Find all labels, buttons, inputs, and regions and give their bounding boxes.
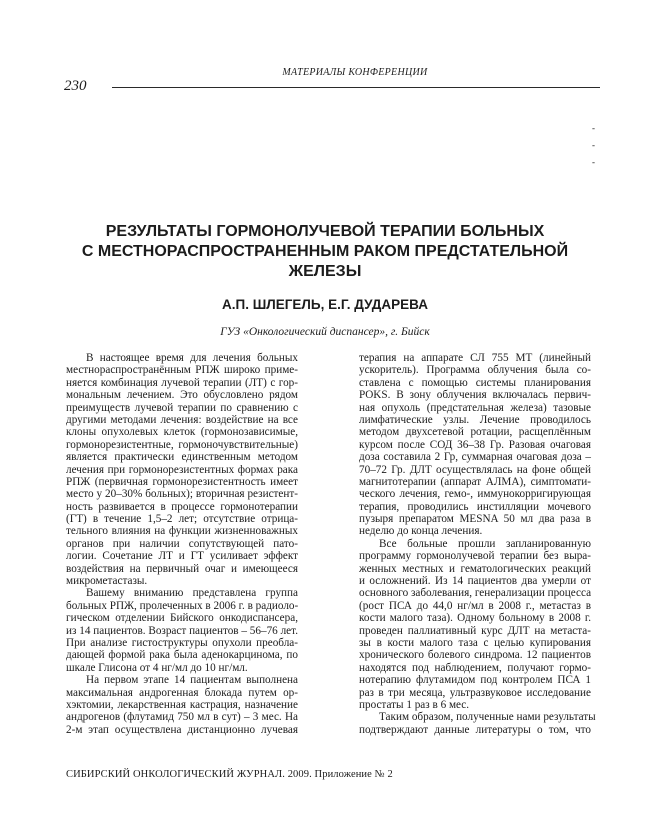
text-line: место у 20–30% больных); вторичная резистент- <box>66 488 298 501</box>
text-line: ность развивается в процессе гормонотерапии <box>66 500 298 513</box>
page-number: 230 <box>64 78 87 94</box>
text-line: программу гормонолучевой терапии без выра- <box>359 550 591 563</box>
text-line: простаты 1 раз в 6 мес. <box>359 698 470 711</box>
text-line: проведен паллиативный курс ДЛТ на метаста- <box>359 624 591 637</box>
text-line: При анализе гистоструктуры опухоли преобла- <box>66 636 298 649</box>
running-title: МАТЕРИАЛЫ КОНФЕРЕНЦИИ <box>282 67 428 78</box>
text-line: другими методами лечения: воздействие на все <box>66 413 298 426</box>
text-line: мональным лечением. Это обусловлено рядом <box>66 389 298 402</box>
text-line: микрометастазы. <box>66 575 148 588</box>
text-line: преимуществ лучевой терапии по сравнению с <box>66 401 298 414</box>
text-line: кости малого таза). Одному больному в 2008 г. <box>359 612 591 625</box>
text-line: лечения при гормонорезистентных формах рака <box>66 463 298 476</box>
text-line: нотерапию флутамидом под контролем ПСА 1 <box>359 674 591 687</box>
left-column <box>66 352 298 736</box>
margin-mark: - <box>592 157 595 167</box>
title-line: ЖЕЛЕЗЫ <box>288 263 362 280</box>
text-line: Таким образом, полученные нами результаты <box>379 711 596 724</box>
text-line: Все больные прошли запланированную <box>379 537 591 550</box>
text-line: методом двухсетевой ротации, расщеплённым <box>359 426 591 439</box>
text-line: Вашему вниманию представлена группа <box>86 587 298 600</box>
text-line: максимальная андрогенная блокада путем ор- <box>66 686 298 699</box>
text-line: тельного влияния на функции жизненноважных <box>66 525 298 538</box>
text-line: местнораспространённым РПЖ широко приме- <box>66 364 298 377</box>
text-line: ставлена с помощью системы планирования <box>359 376 591 389</box>
margin-mark: - <box>592 123 595 133</box>
text-line: подтверждают данные литературы о том, что <box>359 723 591 736</box>
text-line: пузыря препаратом MESNA 50 мл два раза в <box>359 513 591 526</box>
text-line: POKS. В зону облучения включалась первич- <box>359 389 591 402</box>
text-line: воздействия на первичный очаг и имеющееся <box>66 562 298 575</box>
text-line: курсом после СОД 36–38 Гр. Разовая очаговая <box>359 438 591 451</box>
margin-mark: - <box>592 140 595 150</box>
text-line: гическом отделении Бийского онкодиспансера, <box>66 612 298 625</box>
text-line: органов при наличии сопутствующей пато- <box>66 537 298 550</box>
title-line: С МЕСТНОРАСПРОСТРАНЕННЫМ РАКОМ ПРЕДСТАТЕЛЬНОЙ <box>81 243 569 260</box>
text-line: терапия на аппарате СЛ 755 МТ (линейный <box>359 352 591 364</box>
text-line: магнитотерапии (аппарат АЛМА), симптомати- <box>359 475 591 488</box>
text-line: лимфатические узлы. Лечение проводилось <box>359 413 591 426</box>
text-line: клоны опухолевых клеток (гормонозависимые, <box>66 426 298 439</box>
article-title <box>60 222 590 282</box>
affiliation: ГУЗ «Онкологический диспансер», г. Бийск <box>220 326 430 338</box>
text-line: ускоритель). Программа облучения была со- <box>359 364 591 377</box>
text-line: хронического болевого синдрома. 12 пациентов <box>359 649 591 662</box>
text-line: хэктомии, лекарственная кастрация, назначение <box>66 698 298 711</box>
authors: А.П. ШЛЕГЕЛЬ, Е.Г. ДУДАРЕВА <box>221 297 428 312</box>
text-line: доза составила 2 Гр, суммарная очаговая доза – <box>359 451 591 464</box>
header-rule <box>112 87 600 88</box>
text-line: няется комбинация лучевой терапии (ЛТ) с гор- <box>66 376 298 389</box>
journal-footer: СИБИРСКИЙ ОНКОЛОГИЧЕСКИЙ ЖУРНАЛ. 2009. Приложение № 2 <box>66 769 393 780</box>
text-line: больных РПЖ, пролеченных в 2006 г. в радиоло- <box>66 599 299 612</box>
text-line: В настоящее время для лечения больных <box>86 352 298 364</box>
text-line: из 14 пациентов. Возраст пациентов – 56–76 лет. <box>66 624 298 637</box>
text-line: дающей формой рака была аденокарцинома, по <box>66 649 298 662</box>
text-line: основного заболевания, генерализации процесса <box>359 587 592 600</box>
text-line: раз в три месяца, ультразвуковое исследование <box>359 686 591 699</box>
text-line: 2-м этап осуществлена дистанционно лучевая <box>66 723 298 736</box>
text-line: (рост ПСА до 44,0 нг/мл в 2008 г., метастаз в <box>359 599 591 612</box>
text-line: РПЖ (первичная гормонорезистентность имеет <box>66 475 298 488</box>
text-line: андрогенов (флутамид 750 мл в сут) – 3 мес. На <box>66 711 298 724</box>
right-column <box>359 352 596 736</box>
text-line: и осложнений. Из 14 пациентов два умерли от <box>359 575 591 588</box>
text-line: (ГТ) в течение 1,5–2 лет; отсутствие отрица- <box>66 513 298 526</box>
text-line: терапия, проводились инстилляции мочевого <box>359 500 591 513</box>
text-line: женных местных и гематологических реакций <box>359 562 591 575</box>
text-line: ная опухоль (предстательная железа) тазовые <box>359 401 591 414</box>
text-line: ческого лечения, гемо-, иммунокорригирующая <box>359 488 591 501</box>
text-line: находятся под наблюдением, получают гормо- <box>359 661 591 674</box>
text-line: гормонорезистентные, гормоночувствительные) <box>66 438 298 451</box>
title-line: РЕЗУЛЬТАТЫ ГОРМОНОЛУЧЕВОЙ ТЕРАПИИ БОЛЬНЫХ <box>105 223 545 240</box>
text-line: неделю до конца лечения. <box>359 525 483 538</box>
text-line: логии. Сочетание ЛТ и ГТ усиливает эффект <box>66 550 298 563</box>
text-line: является практически единственным методом <box>66 451 298 464</box>
text-line: 70–72 Гр. ДЛТ осуществлялась на фоне общей <box>359 463 591 476</box>
text-line: На первом этапе 14 пациентам выполнена <box>86 674 298 687</box>
text-line: зы в кости малого таза с целью купирования <box>359 636 591 649</box>
text-line: шкале Глисона от 4 нг/мл до 10 нг/мл. <box>66 661 248 674</box>
